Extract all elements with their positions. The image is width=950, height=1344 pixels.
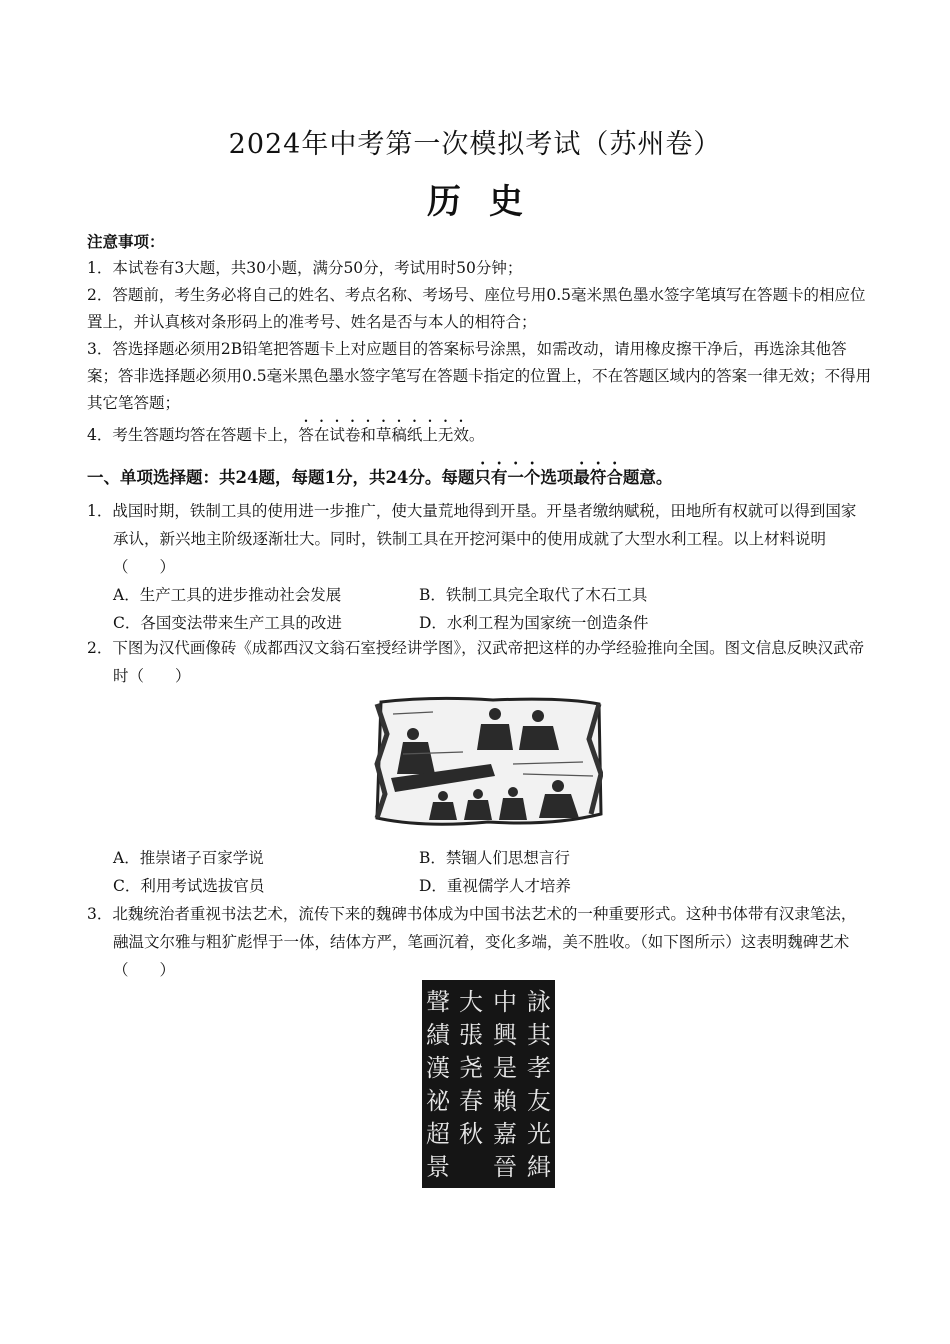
rubbing-character: 張 (459, 1021, 483, 1049)
question-stem: 3．北魏统治者重视书法艺术，流传下来的魏碑书体成为中国书法艺术的一种重要形式。这种书体带有汉隶笔法，融温文尔雅与粗犷彪悍于一体，结体方严，笔画沉着，变化多端，美不胜收。（如下图所示）这表明魏碑艺术（ ） (87, 905, 857, 979)
rubbing-character: 春 (459, 1087, 483, 1115)
section-heading: 一、单项选择题：共24题，每题1分，共24分。每题只有一个选项最符合题意。 (87, 468, 673, 487)
notice-item: 1．本试卷有3大题，共30小题，满分50分，考试用时50分钟； (87, 259, 523, 277)
option-b[interactable]: B．铁制工具完全取代了木石工具 (419, 586, 648, 604)
rubbing-column (492, 986, 518, 1184)
rubbing-character: 景 (426, 1153, 450, 1181)
option-d[interactable]: D．水利工程为国家统一创造条件 (419, 614, 649, 632)
wei-stele-rubbing-image (422, 980, 555, 1188)
question-1 (87, 497, 867, 637)
question-stem: 1．战国时期，铁制工具的使用进一步推广，使大量荒地得到开垦。开垦者缴纳赋税，田地所有权就可以得到国家承认，新兴地主阶级逐渐壮大。同时，铁制工具在开挖河渠中的使用成就了大型水利工程。以上材料说明（ ） (87, 502, 857, 576)
rubbing-character: 孝 (527, 1054, 551, 1082)
notice-block (87, 228, 877, 449)
notice-heading: 注意事项： (87, 232, 165, 251)
question-2 (87, 634, 867, 690)
rubbing-character: 祕 (426, 1087, 450, 1115)
rubbing-character: 緝 (527, 1153, 551, 1181)
option-c[interactable]: C．利用考试选拔官员 (113, 877, 265, 895)
option-d[interactable]: D．重视儒学人才培养 (419, 877, 571, 895)
rubbing-column (425, 986, 451, 1184)
question-stem: 2．下图为汉代画像砖《成都西汉文翁石室授经讲学图》，汉武帝把这样的办学经验推向全国。图文信息反映汉武帝时（ ） (87, 639, 865, 685)
option-a[interactable]: A．生产工具的进步推动社会发展 (113, 586, 342, 604)
rubbing-character: 聲 (426, 988, 450, 1016)
subject-title: 历史 (427, 182, 551, 222)
rubbing-column (458, 986, 484, 1151)
question-3 (87, 900, 867, 984)
rubbing-character: 其 (527, 1021, 551, 1049)
emphasis-text: 只有一个 (474, 468, 541, 487)
rubbing-character: 是 (493, 1054, 517, 1082)
rubbing-character: 詠 (527, 988, 551, 1016)
rubbing-character: 光 (527, 1120, 551, 1148)
rubbing-character: 興 (493, 1021, 517, 1049)
rubbing-character: 嘉 (493, 1120, 517, 1148)
rubbing-character: 賴 (493, 1087, 517, 1115)
rubbing-character: 績 (426, 1021, 450, 1049)
rubbing-character: 秋 (459, 1120, 483, 1148)
notice-item: 2．答题前，考生务必将自己的姓名、考点名称、考场号、座位号用0.5毫米黑色墨水签字笔填写在答题卡的相应位置上，并认真核对条形码上的准考号、姓名是否与本人的相符合； (87, 286, 866, 331)
rubbing-character: 友 (527, 1087, 551, 1115)
exam-title: 2024年中考第一次模拟考试（苏州卷） (228, 129, 722, 160)
rubbing-character: 大 (459, 988, 483, 1016)
rubbing-column (526, 986, 552, 1184)
emphasis-text: 最符合 (573, 468, 623, 487)
question-2-options (87, 844, 867, 900)
rubbing-character: 晉 (493, 1153, 517, 1181)
han-brick-relief-image (373, 694, 603, 832)
notice-item: 3．答选择题必须用2B铅笔把答题卡上对应题目的答案标号涂黑，如需改动，请用橡皮擦干净后，再选涂其他答案；答非选择题必须用0.5毫米黑色墨水签字笔写在答题卡指定的位置上，不在答题区域内的答案一律无效；不得用其它笔答题； (87, 340, 872, 412)
rubbing-character: 中 (493, 988, 517, 1016)
option-b[interactable]: B．禁锢人们思想言行 (419, 849, 570, 867)
option-a[interactable]: A．推崇诸子百家学说 (113, 849, 264, 867)
notice-item: 4．考生答题均答在答题卡上，答在试卷和草稿纸上无效。 (87, 426, 485, 444)
rubbing-character: 超 (426, 1120, 450, 1148)
rubbing-character: 尧 (459, 1054, 483, 1082)
option-c[interactable]: C．各国变法带来生产工具的改进 (113, 614, 342, 632)
rubbing-character: 漢 (426, 1054, 450, 1082)
emphasis-text: 答在试卷和草稿纸上无效 (298, 426, 469, 444)
